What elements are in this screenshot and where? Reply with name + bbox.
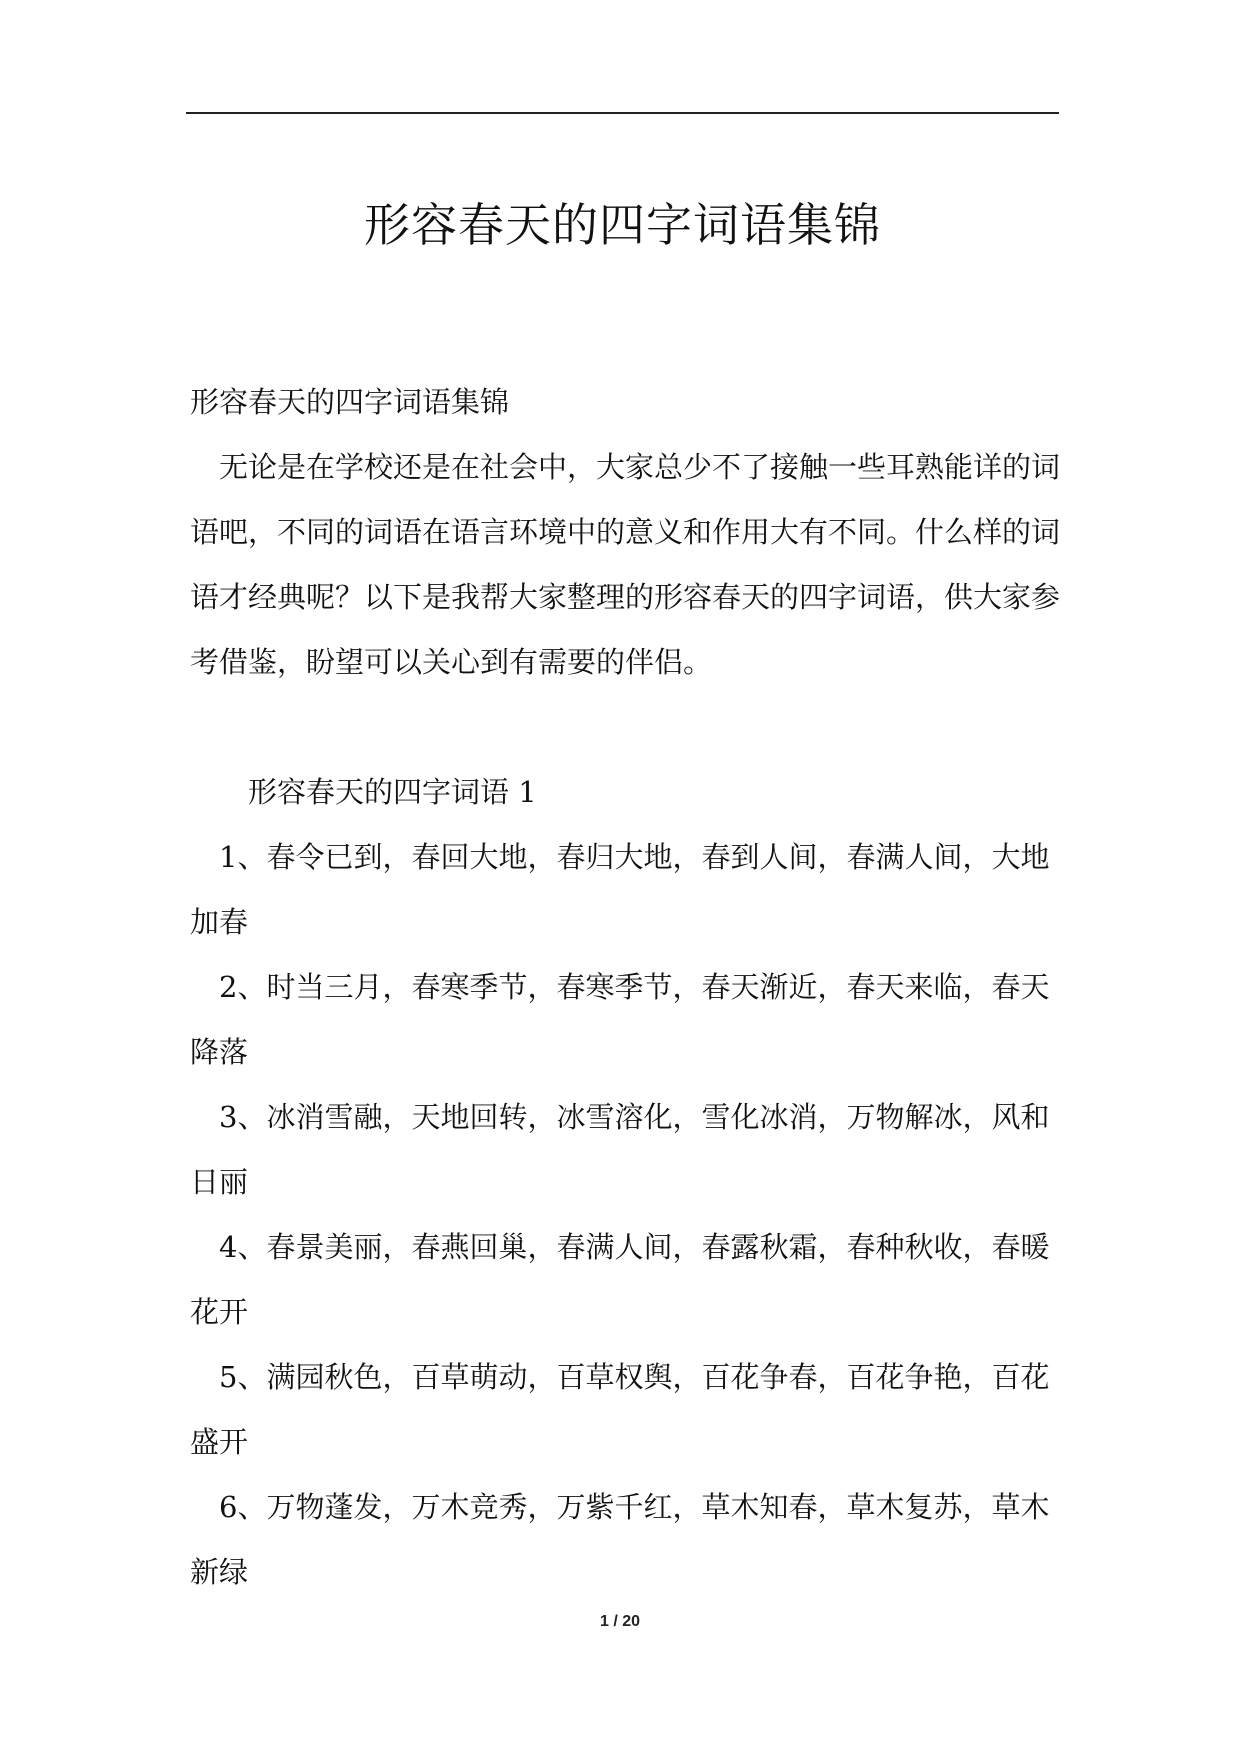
list-item: 4、春景美丽，春燕回巢，春满人间，春露秋霜，春种秋收，春暖花开 <box>190 1230 1050 1329</box>
document-subtitle: 形容春天的四字词语集锦 <box>190 385 510 419</box>
document-body <box>190 370 1060 1605</box>
list-item: 5、满园秋色，百草萌动，百草权舆，百花争春，百花争艳，百花盛开 <box>190 1360 1050 1459</box>
list-item: 3、冰消雪融，天地回转，冰雪溶化，雪化冰消，万物解冰，风和日丽 <box>190 1100 1050 1199</box>
list-item: 6、万物蓬发，万木竞秀，万紫千红，草木知春，草木复苏，草木新绿 <box>190 1490 1050 1589</box>
page-number: 1 / 20 <box>599 1613 641 1630</box>
header-rule <box>186 112 1059 114</box>
list-item: 1、春令已到，春回大地，春归大地，春到人间，春满人间，大地加春 <box>190 840 1050 939</box>
document-title: 形容春天的四字词语集锦 <box>364 198 881 252</box>
section-heading: 形容春天的四字词语 1 <box>248 775 537 809</box>
intro-paragraph: 无论是在学校还是在社会中，大家总少不了接触一些耳熟能详的词语吧，不同的词语在语言环境中的意义和作用大有不同。什么样的词语才经典呢？以下是我帮大家整理的形容春天的四字词语，供大家参考借鉴，盼望可以关心到有需要的伴侣。 <box>190 450 1061 679</box>
list-item: 2、时当三月，春寒季节，春寒季节，春天渐近，春天来临，春天降落 <box>190 970 1050 1069</box>
